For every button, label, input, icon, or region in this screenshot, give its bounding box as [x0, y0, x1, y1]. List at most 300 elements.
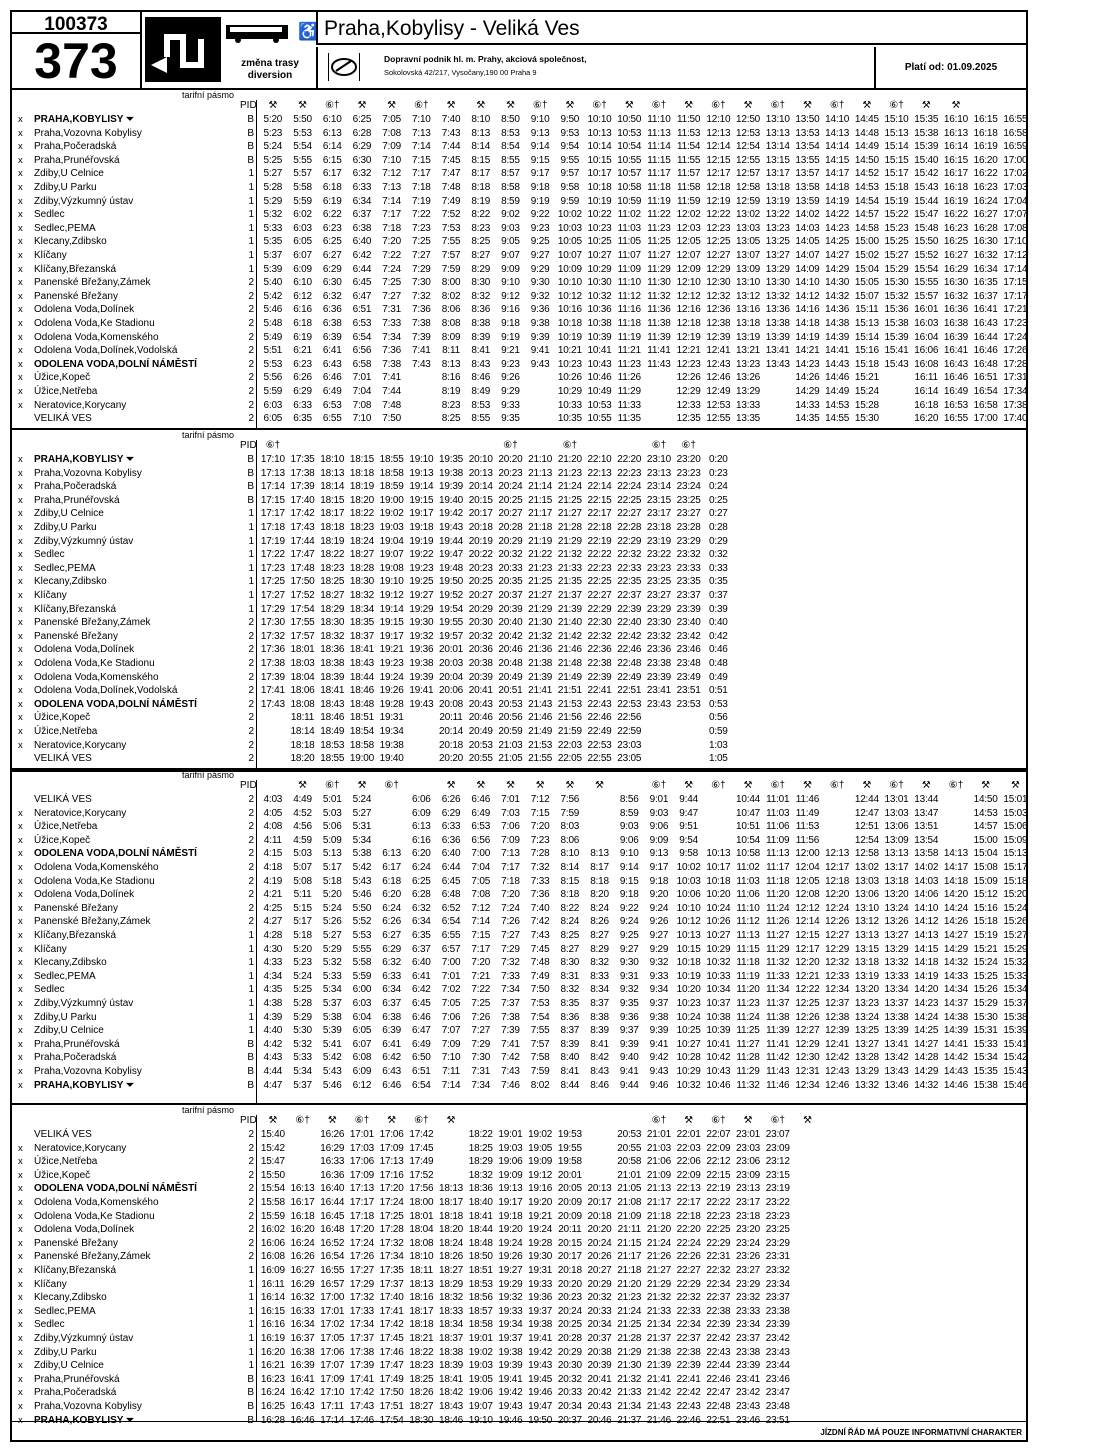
departure-time: 19:45 [528, 1373, 553, 1385]
departure-time: 14:32 [943, 957, 968, 969]
request-stop-mark: x [18, 848, 23, 860]
departure-time: 4:30 [263, 943, 283, 955]
service-mark: ⚒ [387, 1115, 397, 1126]
departure-time: 18:03 [290, 658, 315, 669]
operator-logo-icon [328, 53, 360, 81]
departure-time: 16:22 [943, 209, 968, 221]
departure-time: 6:58 [352, 358, 372, 370]
departure-time: 13:13 [854, 930, 879, 941]
stop-name: Praha,Prunéřovská [34, 1038, 120, 1050]
departure-time: 11:21 [617, 345, 641, 357]
departure-time: 12:17 [825, 862, 850, 873]
departure-time: 13:02 [854, 862, 879, 873]
departure-time: 16:46 [943, 372, 968, 384]
departure-time: 11:26 [766, 916, 790, 928]
departure-time: 6:41 [382, 1038, 401, 1050]
stop-name: Zdiby,Výzkumný ústav [34, 998, 134, 1009]
departure-time: 9:09 [649, 834, 669, 846]
request-stop-mark: x [18, 277, 23, 289]
departure-time: 6:44 [352, 263, 372, 275]
departure-time: 11:23 [617, 358, 641, 370]
departure-time: 9:18 [649, 875, 669, 887]
departure-time: 21:32 [617, 1373, 642, 1385]
departure-time: 10:59 [617, 195, 642, 207]
departure-time: 6:49 [412, 1038, 431, 1050]
departure-time: 19:36 [409, 644, 434, 656]
timetable-section [12, 90, 1026, 428]
departure-time: 9:32 [649, 957, 669, 969]
departure-time: 14:10 [825, 114, 850, 125]
departure-time: 18:41 [468, 1210, 493, 1222]
departure-time: 7:03 [501, 807, 520, 819]
departure-time: 10:33 [557, 399, 582, 411]
departure-time: 9:01 [649, 794, 669, 805]
departure-time: 22:37 [676, 1333, 701, 1344]
departure-time: 8:06 [560, 834, 580, 846]
departure-time: 16:55 [943, 413, 968, 425]
stop-row [12, 576, 1026, 590]
departure-time: 19:42 [498, 1387, 523, 1399]
departure-time: 15:39 [884, 331, 909, 343]
stop-row [12, 930, 1026, 944]
departure-time: 21:24 [646, 1237, 671, 1249]
departure-time: 5:25 [263, 154, 283, 166]
departure-time: 16:20 [973, 154, 998, 166]
departure-time: 8:43 [590, 1066, 609, 1077]
departure-time: 8:33 [590, 970, 609, 982]
service-mark: ⑥† [265, 440, 281, 451]
departure-time: 19:55 [557, 1142, 582, 1154]
departure-time: 8:24 [560, 916, 580, 928]
departure-time: 12:59 [736, 195, 761, 207]
departure-time: 0:53 [709, 698, 728, 710]
departure-time: 7:48 [382, 399, 401, 411]
departure-time: 6:42 [412, 984, 431, 996]
departure-time: 16:26 [290, 1251, 315, 1263]
departure-time: 13:18 [765, 182, 790, 193]
departure-time: 18:25 [468, 1142, 493, 1154]
stop-name: VELIKÁ VES [34, 794, 92, 805]
departure-time: 6:23 [293, 358, 312, 370]
stop-name: Odolena Voda,Dolínek [34, 304, 135, 316]
departure-time: 22:03 [676, 1142, 701, 1154]
departure-time: 10:46 [587, 372, 612, 384]
departure-time: 21:03 [646, 1142, 671, 1154]
departure-time: 11:07 [617, 250, 641, 261]
departure-time: 14:24 [943, 902, 968, 914]
departure-time: 5:24 [322, 902, 342, 914]
service-mark: ⑥† [770, 100, 785, 111]
departure-time: 17:22 [260, 549, 285, 561]
departure-time: 16:41 [290, 1373, 315, 1385]
tariff-zone: B [247, 1052, 254, 1064]
departure-time: 5:09 [322, 834, 342, 846]
diversion-label: změna trasy diversion [241, 58, 299, 81]
stop-name: Zdiby,U Celnice [34, 508, 104, 520]
tariff-zone: 2 [248, 331, 254, 343]
departure-time: 9:27 [530, 250, 550, 261]
departure-time: 9:18 [619, 889, 639, 901]
departure-time: 18:20 [439, 1224, 464, 1236]
departure-time: 9:13 [649, 848, 669, 860]
departure-time: 21:42 [557, 630, 582, 642]
departure-time: 8:16 [441, 372, 461, 384]
departure-time: 19:37 [528, 1305, 553, 1317]
departure-time: 8:14 [560, 862, 580, 873]
departure-time: 6:29 [322, 263, 342, 275]
departure-time: 13:10 [854, 902, 879, 914]
departure-time: 12:10 [706, 114, 731, 125]
request-stop-mark: x [18, 943, 23, 955]
stop-row [12, 794, 1026, 808]
stop-name: Neratovice,Korycany [34, 399, 127, 411]
departure-time: 18:51 [349, 712, 374, 724]
departure-time: 22:28 [617, 522, 642, 533]
departure-time: 5:38 [352, 848, 372, 860]
departure-time: 17:50 [290, 576, 315, 588]
departure-time: 5:52 [352, 916, 372, 928]
departure-time: 15:27 [884, 250, 909, 261]
departure-time: 5:29 [263, 195, 283, 207]
departure-time: 7:58 [530, 1052, 550, 1064]
stop-row [12, 726, 1026, 740]
departure-time: 9:10 [619, 848, 639, 860]
departure-time: 21:33 [617, 1387, 642, 1399]
departure-time: 6:43 [322, 358, 342, 370]
departure-time: 7:12 [471, 902, 491, 914]
departure-time: 6:43 [382, 1066, 401, 1077]
departure-time: 7:47 [441, 168, 461, 180]
request-stop-mark: x [18, 549, 23, 561]
departure-time: 5:38 [322, 1011, 342, 1023]
departure-time: 13:54 [795, 141, 820, 153]
departure-time: 14:12 [914, 916, 939, 928]
stop-name: Sedlec,PEMA [34, 970, 96, 982]
departure-time: 12:22 [706, 209, 731, 221]
departure-time: 14:22 [825, 209, 850, 221]
departure-time: 8:36 [471, 304, 491, 316]
departure-time: 22:29 [587, 603, 612, 615]
departure-time: 22:30 [587, 617, 612, 629]
departure-time: 20:49 [468, 726, 493, 737]
departure-time: 5:08 [293, 875, 312, 887]
departure-time: 21:11 [617, 1224, 641, 1236]
departure-time: 18:44 [468, 1224, 493, 1236]
departure-time: 21:17 [617, 1251, 642, 1263]
departure-time: 15:33 [1003, 970, 1028, 982]
tariff-zone: B [247, 467, 254, 479]
departure-time: 9:17 [649, 862, 669, 873]
departure-time: 17:47 [290, 549, 315, 561]
departure-time: 5:27 [322, 930, 342, 941]
departure-time: 18:32 [468, 1169, 493, 1181]
departure-time: 16:36 [320, 1169, 345, 1181]
departure-time: 8:18 [471, 182, 491, 193]
departure-time: 20:25 [468, 576, 493, 588]
departure-time: 20:10 [468, 454, 493, 465]
departure-time: 10:43 [587, 358, 612, 370]
stop-row [12, 168, 1026, 182]
departure-time: 13:38 [765, 318, 790, 329]
departure-time: 17:24 [379, 1197, 404, 1208]
departure-time: 20:39 [468, 671, 493, 683]
timetable-section [12, 430, 1026, 768]
departure-time: 11:23 [647, 222, 671, 234]
departure-time: 6:24 [412, 862, 431, 873]
departure-time: 11:38 [647, 318, 671, 329]
departure-time: 19:12 [528, 1169, 553, 1181]
departure-time: 10:38 [587, 318, 612, 329]
departure-time: 23:14 [646, 481, 671, 493]
departure-time: 23:15 [765, 1169, 790, 1181]
departure-time: 9:13 [530, 127, 550, 139]
departure-time: 16:33 [320, 1156, 345, 1168]
service-mark: ⚒ [446, 780, 456, 791]
stop-name: Odolena Voda,Komenského [34, 862, 159, 873]
departure-time: 16:37 [973, 290, 998, 302]
stop-row [12, 536, 1026, 550]
departure-time: 10:55 [617, 154, 642, 166]
departure-time: 5:53 [293, 127, 312, 139]
departure-time: 11:15 [736, 943, 760, 955]
departure-time: 16:57 [320, 1278, 345, 1290]
departure-time: 14:28 [914, 1052, 939, 1064]
departure-time: 17:01 [320, 1305, 345, 1317]
departure-time: 12:15 [795, 930, 820, 941]
departure-time: 7:29 [471, 1038, 491, 1050]
departure-time: 23:30 [646, 617, 671, 629]
stop-name: Úžice,Kopeč [34, 1169, 91, 1181]
departure-time: 8:32 [560, 984, 580, 996]
service-mark: ⑥† [889, 780, 904, 791]
departure-time: 11:13 [736, 930, 760, 941]
departure-time: 15:54 [260, 1183, 285, 1195]
departure-time: 17:14 [260, 481, 285, 493]
departure-time: 6:40 [441, 848, 461, 860]
departure-time: 20:20 [498, 454, 523, 465]
departure-time: 6:54 [352, 331, 372, 343]
stop-name: Praha,Prunéřovská [34, 154, 120, 166]
pid-label: PID [240, 1115, 257, 1126]
departure-time: 18:37 [349, 630, 374, 642]
departure-time: 4:21 [263, 889, 283, 901]
departure-time: 5:17 [322, 862, 342, 873]
departure-time: 7:20 [501, 889, 520, 901]
departure-time: 16:38 [943, 318, 968, 329]
departure-time: 22:06 [676, 1156, 701, 1168]
departure-time: 21:35 [557, 576, 582, 588]
departure-time: 10:15 [676, 943, 701, 955]
departure-time: 23:06 [736, 1156, 761, 1168]
departure-time: 7:41 [501, 1038, 520, 1050]
departure-time: 7:25 [471, 998, 491, 1009]
departure-time: 11:58 [676, 182, 701, 193]
departure-time: 7:10 [352, 413, 372, 425]
departure-time: 21:30 [617, 1360, 642, 1372]
departure-time: 7:01 [441, 970, 461, 982]
departure-time: 22:18 [676, 1210, 701, 1222]
request-stop-mark: x [18, 930, 23, 941]
tariff-zone: 1 [248, 236, 254, 248]
stop-name: ODOLENA VODA,DOLNÍ NÁMĚSTÍ [34, 1183, 197, 1195]
departure-time: 10:13 [676, 930, 701, 941]
departure-time: 7:22 [412, 209, 431, 221]
departure-time: 9:14 [530, 141, 550, 153]
departure-time: 18:22 [349, 508, 374, 520]
departure-time: 22:34 [706, 1278, 731, 1290]
departure-time: 21:59 [557, 726, 582, 737]
departure-time: 18:32 [439, 1292, 464, 1304]
departure-time: 23:36 [646, 644, 671, 656]
tariff-zone: 1 [248, 1025, 254, 1037]
departure-time: 19:03 [468, 1360, 493, 1372]
departure-time: 13:41 [765, 345, 790, 357]
departure-time: 0:39 [709, 603, 728, 615]
departure-time: 15:46 [1003, 1079, 1028, 1091]
tariff-zone: 2 [248, 345, 254, 357]
departure-time: 22:51 [706, 1414, 731, 1426]
departure-time: 9:15 [619, 875, 639, 887]
stop-row [12, 454, 1026, 468]
departure-time: 20:05 [557, 1183, 582, 1195]
departure-time: 11:01 [766, 794, 790, 805]
stop-name: Zdiby,Výzkumný ústav [34, 195, 134, 207]
departure-time: 14:02 [795, 209, 820, 221]
operator-address: Sokolovská 42/217, Vysočany,190 00 Praha 9 [384, 68, 537, 77]
departure-time: 20:37 [557, 1414, 582, 1426]
departure-time: 14:33 [795, 399, 820, 411]
departure-time: 12:33 [676, 399, 701, 411]
departure-time: 16:04 [914, 331, 939, 343]
request-stop-mark: x [18, 345, 23, 357]
departure-time: 19:50 [528, 1414, 553, 1426]
departure-time: 21:19 [528, 535, 553, 547]
departure-time: 7:36 [412, 304, 431, 316]
departure-time: 10:49 [587, 386, 612, 397]
departure-time: 6:29 [382, 943, 401, 955]
departure-time: 6:25 [322, 236, 342, 248]
departure-time: 17:32 [379, 1237, 404, 1249]
departure-time: 18:46 [439, 1414, 464, 1426]
departure-time: 12:32 [825, 957, 850, 969]
stop-row [12, 984, 1026, 998]
departure-time: 19:39 [409, 671, 434, 683]
stop-row [12, 740, 1026, 754]
departure-time: 7:10 [441, 1052, 461, 1064]
departure-time: 9:07 [501, 250, 520, 261]
departure-time: 14:23 [795, 358, 820, 370]
departure-time: 19:14 [379, 603, 404, 615]
departure-time: 20:41 [587, 1373, 612, 1385]
departure-time: 14:25 [914, 1025, 939, 1037]
stop-name: VELIKÁ VES [34, 413, 92, 425]
departure-time: 17:45 [409, 1142, 434, 1154]
departure-time: 8:03 [560, 821, 580, 833]
departure-time: 22:40 [617, 617, 642, 629]
departure-time: 22:32 [676, 1292, 701, 1304]
departure-time: 18:37 [439, 1333, 464, 1344]
service-mark: ⑥† [503, 440, 518, 451]
departure-time: 6:47 [352, 290, 372, 302]
departure-time: 22:49 [617, 671, 642, 683]
departure-time: 7:18 [412, 182, 431, 193]
departure-time: 10:18 [557, 318, 582, 329]
departure-time: 7:09 [382, 141, 401, 153]
departure-time: 21:10 [528, 454, 553, 465]
departure-time: 17:32 [349, 1292, 374, 1304]
departure-time: 14:16 [795, 304, 820, 316]
departure-time: 17:40 [379, 1292, 404, 1304]
departure-time: 13:39 [884, 1025, 909, 1037]
departure-time: 9:40 [619, 1052, 639, 1064]
departure-time: 23:47 [765, 1387, 790, 1399]
departure-time: 22:32 [617, 549, 642, 561]
departure-time: 12:05 [676, 236, 701, 248]
departure-time: 15:38 [973, 1079, 998, 1091]
stop-name: Zdiby,Výzkumný ústav [34, 1333, 134, 1344]
departure-time: 22:03 [557, 739, 582, 751]
departure-time: 14:18 [825, 182, 850, 193]
departure-time: 18:32 [349, 590, 374, 601]
departure-time: 18:29 [320, 603, 345, 615]
departure-time: 21:27 [646, 1265, 671, 1276]
departure-time: 4:11 [263, 834, 282, 846]
departure-time: 18:27 [439, 1265, 464, 1276]
departure-time: 7:11 [442, 1066, 460, 1077]
departure-time: 19:10 [409, 454, 434, 465]
tariff-zone: B [247, 1373, 254, 1385]
stop-row [12, 1251, 1026, 1265]
departure-time: 21:23 [528, 562, 553, 574]
departure-time: 0:24 [709, 481, 728, 493]
stop-row [12, 291, 1026, 305]
departure-time: 16:58 [973, 399, 998, 411]
departure-time: 10:46 [706, 1079, 731, 1091]
departure-time: 18:38 [439, 1346, 464, 1358]
departure-time: 22:15 [587, 494, 612, 506]
stop-name: Klíčany [34, 943, 67, 955]
departure-time: 13:15 [854, 943, 879, 955]
tariff-zone: 1 [248, 970, 254, 982]
departure-time: 7:10 [412, 114, 431, 125]
departure-time: 18:54 [349, 726, 374, 737]
departure-time: 6:40 [352, 236, 372, 248]
stop-name: PRAHA,KOBYLISY ⏷ [34, 1079, 135, 1091]
departure-time: 17:12 [1003, 250, 1028, 261]
stop-name: Panenské Břežany [34, 1237, 118, 1249]
departure-time: 19:05 [468, 1373, 493, 1385]
departure-time: 17:37 [379, 1278, 404, 1290]
stop-row [12, 1156, 1026, 1170]
departure-time: 10:19 [557, 331, 582, 343]
departure-time: 18:46 [320, 712, 345, 724]
departure-time: 18:29 [439, 1278, 464, 1290]
departure-time: 9:58 [679, 848, 698, 860]
tariff-zone: 2 [248, 1210, 254, 1222]
departure-time: 10:15 [587, 154, 612, 166]
departure-time: 23:32 [676, 549, 701, 561]
departure-time: 18:27 [349, 549, 374, 561]
departure-time: 17:18 [260, 522, 285, 533]
departure-time: 10:35 [557, 413, 582, 425]
departure-time: 19:13 [409, 467, 434, 479]
departure-time: 16:06 [914, 345, 939, 357]
service-mark: ⑥† [651, 1115, 667, 1126]
departure-time: 13:35 [736, 413, 761, 425]
service-mark: ⑥† [948, 780, 964, 791]
tariff-zone: 2 [248, 372, 254, 384]
departure-time: 12:27 [825, 930, 850, 941]
